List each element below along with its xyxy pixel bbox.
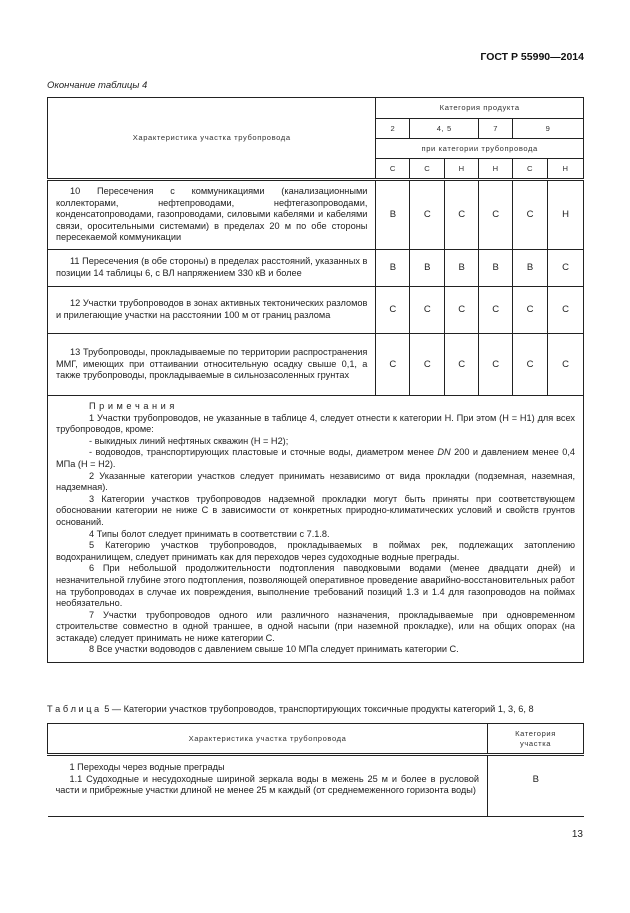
col-header-pipeline-category: при категории трубопровода [376, 139, 584, 159]
row-value: С [445, 180, 479, 250]
pipeline-category-col: Н [548, 159, 584, 180]
col-header-category: Категория участка [488, 724, 584, 755]
product-col: 4, 5 [410, 119, 479, 139]
row-value: С [548, 250, 584, 287]
table-5 [47, 723, 584, 817]
row-value: С [548, 287, 584, 334]
row-value: С [479, 180, 513, 250]
row-value: В [410, 250, 445, 287]
table-row [48, 250, 584, 287]
row-description: 13 Трубопроводы, прокладываемые по территории распространения ММГ, имеющих при оттаивании относительную осадку свыше 0,1, а также трубопроводы, прокладываемые в сильнозасоленных грунтах [48, 334, 376, 396]
row-value: С [513, 287, 548, 334]
row-line: 1 Переходы через водные преграды [69, 762, 225, 772]
row-value: В [479, 250, 513, 287]
pipeline-category-col: С [513, 159, 548, 180]
note: - выкидных линий нефтяных скважин (Н = Н2); [89, 435, 289, 446]
row-value: С [376, 334, 410, 396]
note: 3 Категории участков трубопроводов надземной прокладки могут быть приняты при соответствующем обосновании категории не ниже С в зависимости от конкретных природно-климатических условий и свойств грунтов оснований. [56, 493, 575, 527]
row-value: С [445, 334, 479, 396]
table-row [48, 287, 584, 334]
col-header-desc: Характеристика участка трубопровода [48, 724, 488, 755]
row-value: С [479, 334, 513, 396]
col-header-desc: Характеристика участка трубопровода [48, 98, 376, 180]
row-line: 1.1 Судоходные и несудоходные шириной зеркала воды в межень 25 м и более в русловой части и прибрежные участки длиной не менее 25 м каждый (от среднемеженного горизонта воды) [55, 773, 480, 796]
note: - водоводов, транспортирующих пластовые и сточные воды, диаметром менее DN 200 и давлением менее 0,4 МПа (Н = Н2). [56, 447, 575, 469]
row-value: С [410, 334, 445, 396]
document-id: ГОСТ Р 55990—2014 [480, 51, 584, 63]
note: 6 При небольшой продолжительности подтопления паводковыми водами (менее двадцати дней) и незначительной глубине этого подтопления, позволяющей оперативное проведение аварийно-восстановительных работ на трубопроводах в случае их повреждения, выполнение требований позиций 1.3 и 1.4 для газопроводов на поймах необязательно. [56, 563, 575, 609]
row-value: В [513, 250, 548, 287]
note: 7 Участки трубопроводов одного или различного назначения, прокладываемые при одновременном строительстве совместно в одной траншее, в одной насыпи (при наземной прокладке), или на общих опорах (на эстакаде) следует принимать не ниже категории С. [56, 609, 575, 643]
note: 2 Указанные категории участков следует принимать независимо от вида прокладки (подземная, наземная, надземная). [56, 470, 575, 493]
table-row [48, 180, 584, 250]
row-value: В [376, 250, 410, 287]
note: 5 Категорию участков трубопроводов, прокладываемых в поймах рек, подлежащих затоплению водохранилищем, следует принимать как для переходов через судоходные водные преграды. [56, 540, 575, 562]
row-description: 12 Участки трубопроводов в зонах активных тектонических разломов и прилегающие участки на расстоянии 100 м от границ разлома [48, 287, 376, 334]
table-row-desc [48, 755, 488, 817]
note: 1 Участки трубопроводов, не указанные в таблице 4, следует отнести к категории Н. При этом (Н = Н1) для всех трубопроводов, кроме: [56, 412, 575, 435]
row-value: С [376, 287, 410, 334]
row-description: 11 Пересечения (в обе стороны) в пределах расстояний, указанных в позиции 14 таблицы 6, с ВЛ напряжением 330 кВ и более [48, 250, 376, 287]
row-value: С [445, 287, 479, 334]
row-value: С [410, 287, 445, 334]
row-value: С [513, 334, 548, 396]
row-value: С [548, 334, 584, 396]
pipeline-category-col: Н [479, 159, 513, 180]
product-col: 7 [479, 119, 513, 139]
page-number: 13 [571, 829, 583, 840]
row-description: 10 Пересечения с коммуникациями (канализационными коллекторами, нефтепроводами, нефтегазопроводами, конденсатопроводами, газопроводами, силовыми кабелями и кабелями связи, оросительными системами) в пределах 20 м по обе стороны пересекаемой коммуникации [48, 180, 376, 250]
table-continuation-label: Окончание таблицы 4 [47, 80, 148, 91]
notes [48, 396, 584, 663]
table-4 [47, 97, 584, 663]
pipeline-category-col: С [410, 159, 445, 180]
table-5-caption: Т а б л и ц а 5 — Категории участков трубопроводов, транспортирующих токсичные продукты категорий 1, 3, 6, 8 [47, 704, 534, 714]
row-value: С [410, 180, 445, 250]
product-col: 9 [513, 119, 584, 139]
row-value: Н [548, 180, 584, 250]
col-header-product-category: Категория продукта [376, 98, 584, 119]
note: 4 Типы болот следует принимать в соответствии с 7.1.8. [89, 528, 330, 539]
row-value: С [513, 180, 548, 250]
row-value: В [376, 180, 410, 250]
table-row-value: В [488, 755, 584, 817]
notes-title: П р и м е ч а н и я [89, 401, 175, 411]
pipeline-category-col: Н [445, 159, 479, 180]
row-value: В [445, 250, 479, 287]
pipeline-category-col: С [376, 159, 410, 180]
note: 8 Все участки водоводов с давлением свыше 10 МПа следует принимать категории С. [89, 644, 459, 655]
product-col: 2 [376, 119, 410, 139]
row-value: С [479, 287, 513, 334]
table-row [48, 334, 584, 396]
